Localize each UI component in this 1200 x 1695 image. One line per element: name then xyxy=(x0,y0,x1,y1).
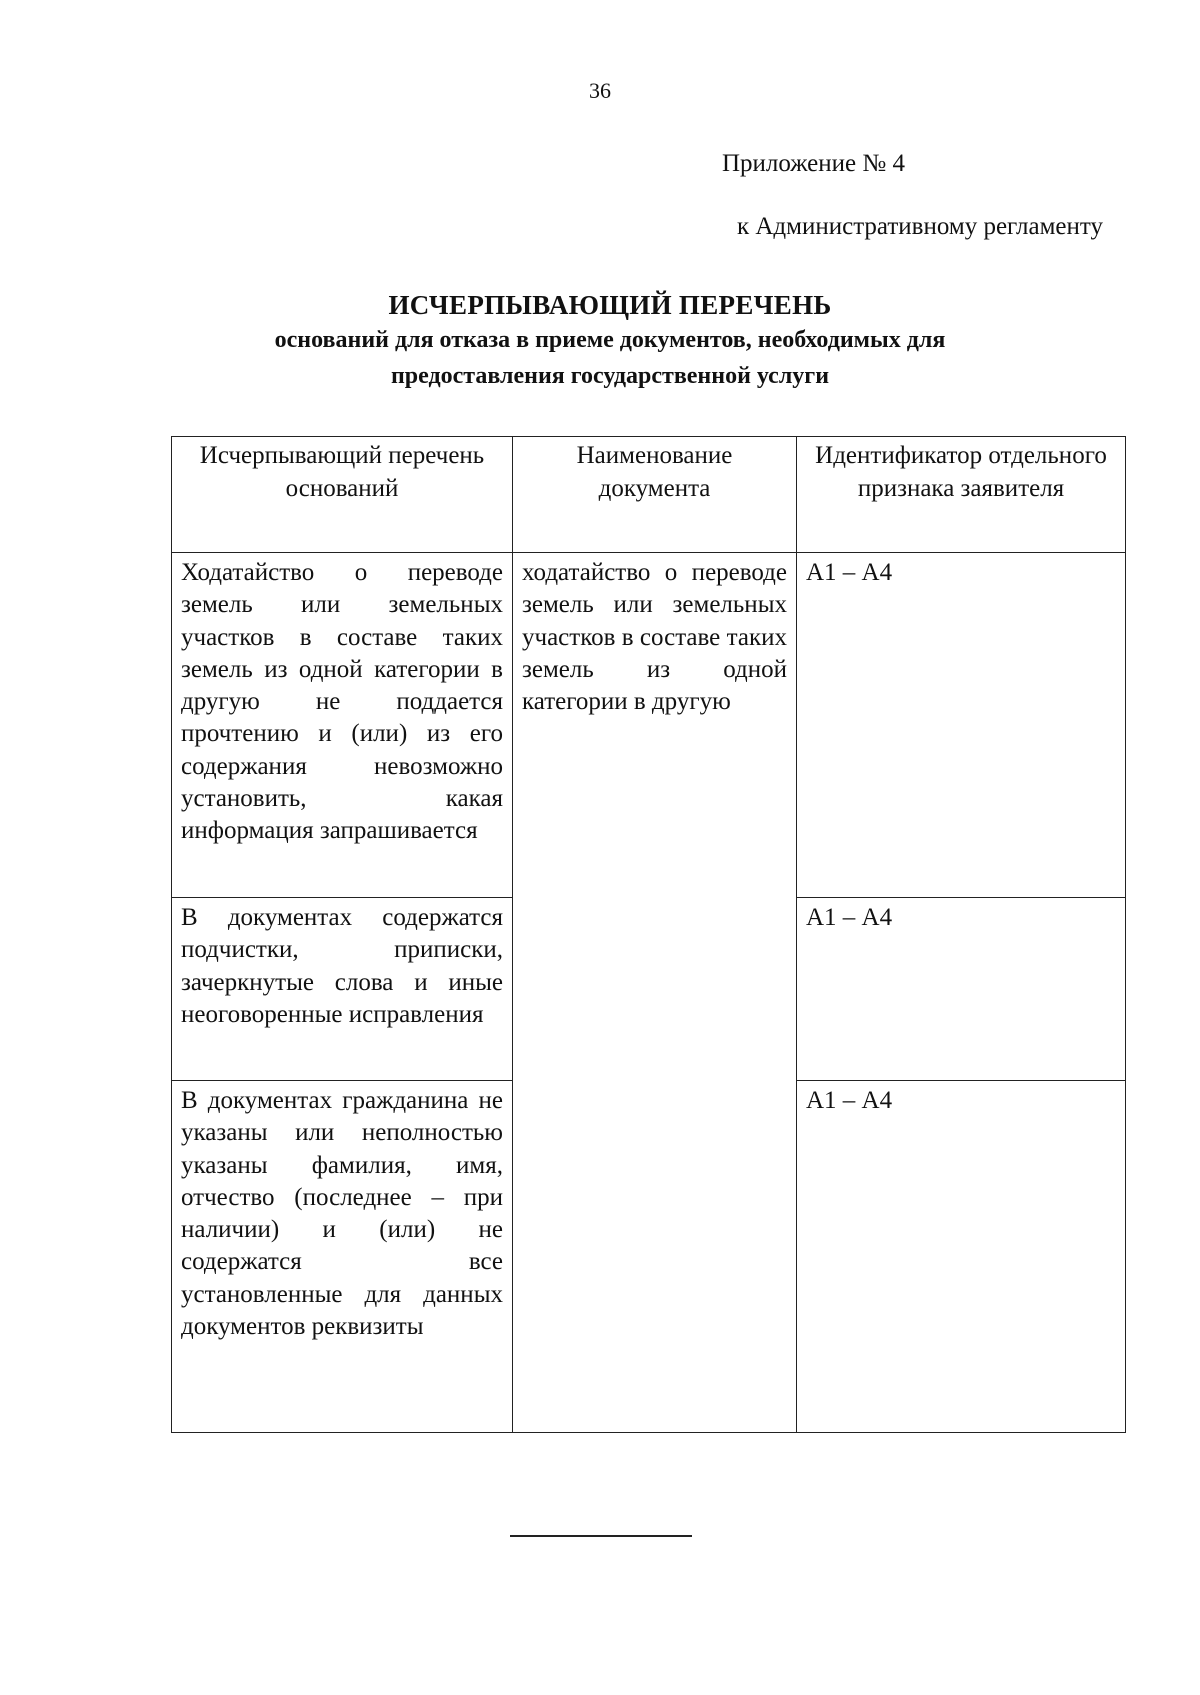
ground-cell: В документах содержатся подчистки, приписки, зачеркнутые слова и иные неоговоренные исправления xyxy=(172,898,513,1081)
document-subtitle-line-1: оснований для отказа в приеме документов, необходимых для xyxy=(274,327,946,353)
identifier-cell: А1 – А4 xyxy=(797,553,1126,898)
grounds-table xyxy=(171,436,1126,1433)
document-title-block xyxy=(170,290,1050,393)
table-row xyxy=(172,553,1126,898)
ground-cell: В документах гражданина не указаны или неполностью указаны фамилия, имя, отчество (последнее – при наличии) и (или) не содержатся все установленные для данных документов реквизиты xyxy=(172,1081,513,1433)
table-header-row xyxy=(172,437,1126,553)
identifier-cell: А1 – А4 xyxy=(797,1081,1126,1433)
page-number: 36 xyxy=(589,78,611,103)
appendix-reference: к Административному регламенту xyxy=(736,213,1103,240)
end-of-document-rule xyxy=(510,1535,692,1537)
identifier-cell: А1 – А4 xyxy=(797,898,1126,1081)
header-document-name: Наименование документа xyxy=(513,437,797,553)
header-identifier: Идентификатор отдельного признака заявителя xyxy=(797,437,1126,553)
document-title: ИСЧЕРПЫВАЮЩИЙ ПЕРЕЧЕНЬ xyxy=(388,290,832,320)
ground-cell: Ходатайство о переводе земель или земельных участков в составе таких земель из одной категории в другую не поддается прочтению и (или) из его содержания невозможно установить, какая информация запрашивается xyxy=(172,553,513,898)
header-grounds: Исчерпывающий перечень оснований xyxy=(172,437,513,553)
document-subtitle-line-2: предоставления государственной услуги xyxy=(390,363,830,389)
document-name-cell: ходатайство о переводе земель или земельных участков в составе таких земель из одной категории в другую xyxy=(513,553,797,1433)
appendix-number: Приложение № 4 xyxy=(721,150,905,177)
